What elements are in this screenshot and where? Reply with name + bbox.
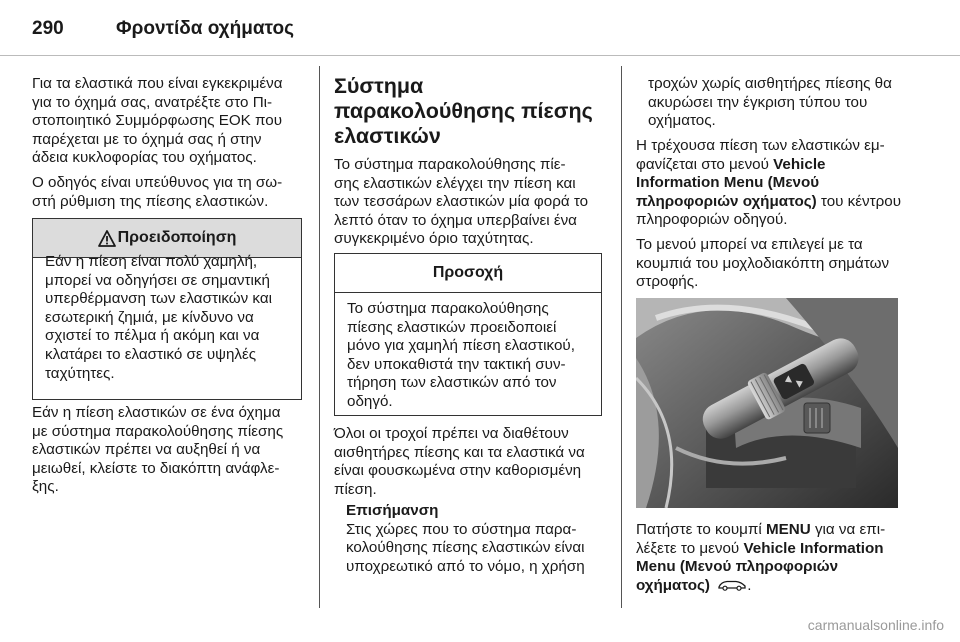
caution-box-header xyxy=(335,254,601,293)
warning-body: Εάν η πίεση είναι πολύ χαμηλή, μπορεί να οδηγήσει σε σημαντική υπερθέρμανση των ελαστικών και εσωτερική ζημιά, με κίνδυνο να σχιστεί το πέλμα ή ακόμη και να κλατάρει το ελαστικό σε υψηλές ταχύτητες. xyxy=(45,253,272,382)
caution-body: Το σύστημα παρακολούθησης πίεσης ελαστικών προειδοποιεί μόνο για χαμηλή πίεση ελαστικού, δεν υποκαθιστά την τακτική συν- τήρηση των ελαστικών από τον οδηγό. xyxy=(347,300,575,410)
note-block: Επισήμανση Στις χώρες που το σύστημα παρα- κολούθησης πίεσης ελαστικών είναι υποχρεωτικό από το νόμο, η χρήση xyxy=(346,502,585,575)
paragraph-press-menu: Πατήστε το κουμπί MENU για να επι- λέξετε το μενού Vehicle Information Menu (Μενού πληροφοριών οχήματος) . xyxy=(636,521,886,594)
vehicle-icon xyxy=(717,579,747,591)
paragraph-ignition-off: Εάν η πίεση ελαστικών σε ένα όχημα με σύστημα παρακολούθησης πίεσης ελαστικών πρέπει να αυξηθεί ή να μειωθεί, κλείστε το διακόπτη ανάφλε- ξης. xyxy=(32,404,284,496)
warning-box xyxy=(32,218,302,400)
warning-title: Προειδοποίηση xyxy=(117,229,237,246)
column-divider-2 xyxy=(621,66,622,608)
caution-title: Προσοχή xyxy=(432,264,504,281)
caution-box xyxy=(334,253,602,416)
paragraph-system-description: Το σύστημα παρακολούθησης πίε- σης ελαστικών ελέγχει την πίεση και των τεσσάρων ελαστικών μία φορά το λεπτό όταν το όχημα υπερβαίνει ένα συγκεκριμένο όριο ταχύτητας. xyxy=(334,156,589,248)
turn-signal-lever-photo xyxy=(636,298,898,508)
note-title: Επισήμανση xyxy=(346,502,439,519)
warning-triangle-icon xyxy=(98,230,116,247)
page-number: 290 xyxy=(32,18,64,39)
page-title: Φροντίδα οχήματος xyxy=(116,18,294,39)
header-rule xyxy=(0,55,960,56)
paragraph-tire-approval: Για τα ελαστικά που είναι εγκεκριμένα για το όχημά σας, ανατρέξτε στο Πι- στοποιητικό Συμμόρφωσης ΕΟΚ που παρέχεται με το όχημά σας ή στην άδεια κυκλοφορίας του οχήματος. xyxy=(32,75,283,167)
paragraph-driver-responsibility: Ο οδηγός είναι υπεύθυνος για τη σω- στή ρύθμιση της πίεσης ελαστικών. xyxy=(32,174,283,210)
paragraph-current-pressure: Η τρέχουσα πίεση των ελαστικών εμ- φανίζεται στο μενού Vehicle Information Menu (Μενού πληροφοριών οχήματος) του κέντρου πληροφοριών οδηγού. xyxy=(636,137,902,229)
section-heading: Σύστημα παρακολούθησης πίεσης ελαστικών xyxy=(334,74,593,148)
column-divider-1 xyxy=(319,66,320,608)
note-continued: τροχών χωρίς αισθητήρες πίεσης θα ακυρώσει την έγκριση τύπου του οχήματος. xyxy=(648,75,892,130)
turn-signal-lever-illustration xyxy=(636,298,898,508)
paragraph-sensors-required: Όλοι οι τροχοί πρέπει να διαθέτουν αισθητήρες πίεσης και τα ελαστικά να είναι φουσκωμένα στην καθορισμένη πίεση. xyxy=(334,425,585,498)
watermark: carmanualsonline.info xyxy=(807,617,944,633)
paragraph-menu-selection: Το μενού μπορεί να επιλεγεί με τα κουμπιά του μοχλοδιακόπτη σημάτων στροφής. xyxy=(636,236,890,291)
